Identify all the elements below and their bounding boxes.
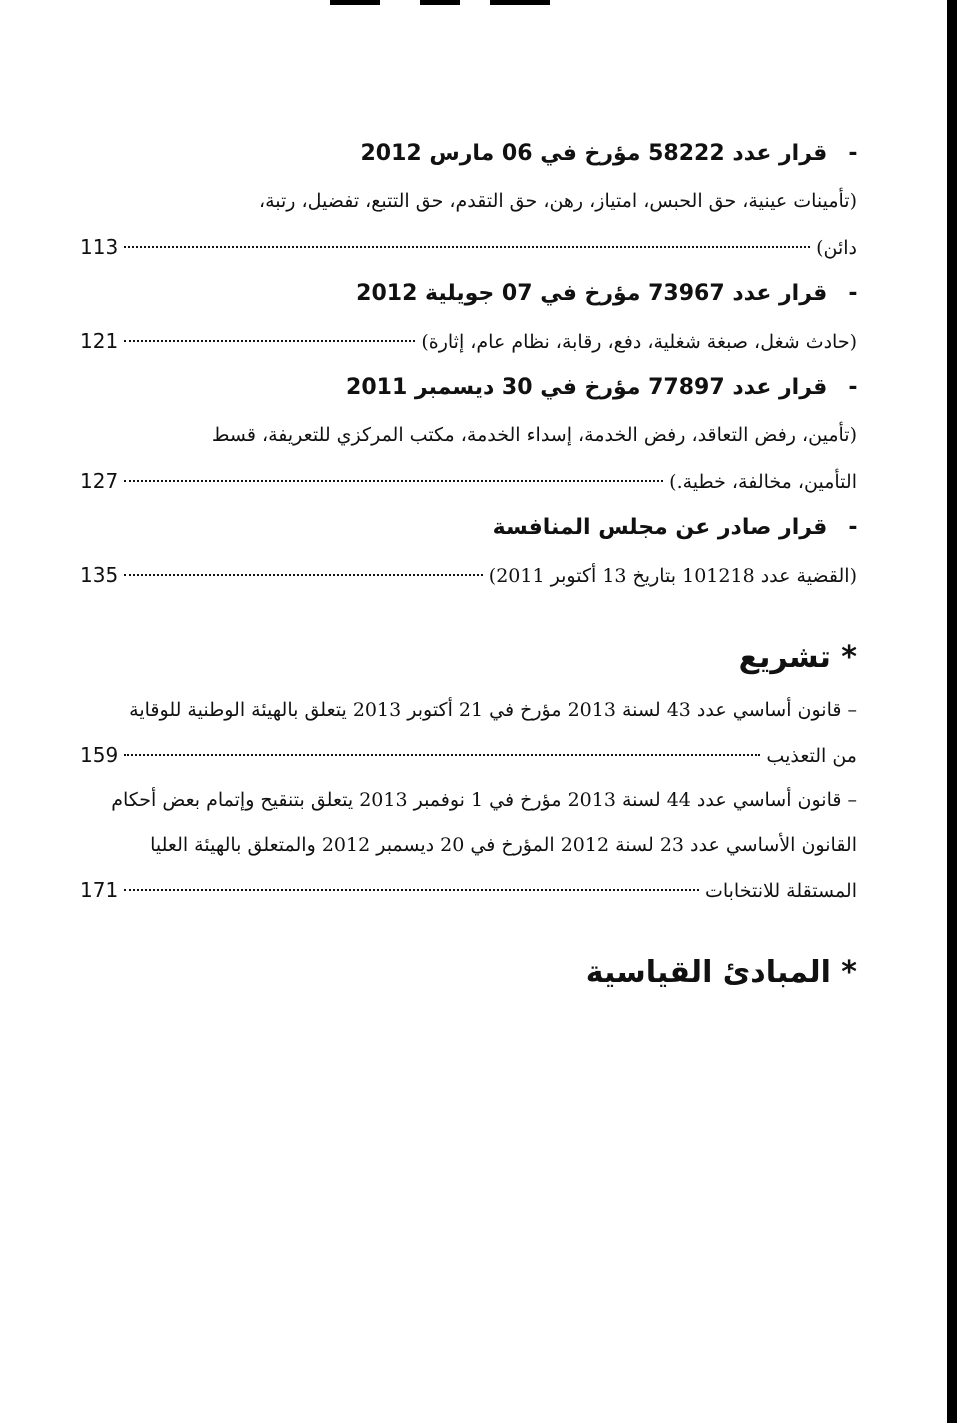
entry-text: – قانون أساسي عدد 44 لسنة 2013 مؤرخ في 1 نوفمبر 2013 يتعلق بتنقيح وإتمام بعض أحكام: [111, 789, 857, 811]
dot-leader: [124, 246, 810, 248]
page-number: 159: [80, 743, 119, 767]
bullet-dash: -: [848, 281, 858, 306]
entry-last-line: (القضية عدد 101218 بتاريخ 13 أكتوبر 2011) 135: [80, 552, 857, 598]
entry-last-line: دائن) 113: [80, 224, 857, 270]
bullet-dash: -: [848, 141, 858, 166]
entry-text: – قانون أساسي عدد 43 لسنة 2013 مؤرخ في 21 أكتوبر 2013 يتعلق بالهيئة الوطنية للوقاية: [129, 699, 857, 721]
entry-keywords: (تأمين، رفض التعاقد، رفض الخدمة، إسداء الخدمة، مكتب المركزي للتعريفة، قسط: [211, 424, 857, 446]
entry-title: - قرار عدد 73967 مؤرخ في 07 جويلية 2012: [80, 270, 839, 318]
scan-mark: [490, 0, 550, 5]
scan-mark: [330, 0, 380, 5]
scan-mark: [420, 0, 460, 5]
toc-entry: [80, 778, 857, 913]
entry-title: - قرار عدد 77897 مؤرخ في 30 ديسمبر 2011: [80, 364, 839, 412]
page-number: 113: [80, 235, 119, 259]
toc-entry: [80, 688, 857, 778]
entry-title: - قرار عدد 58222 مؤرخ في 06 مارس 2012: [80, 130, 839, 178]
dot-leader: [124, 889, 699, 891]
dot-leader: [124, 340, 415, 342]
entry-title: - قرار صادر عن مجلس المنافسة: [80, 504, 839, 552]
entry-last-line: التأمين، مخالفة، خطية.) 127: [80, 458, 857, 504]
page-edge-bar: [947, 0, 957, 1423]
page-number: 171: [80, 878, 119, 902]
page-number: 135: [80, 563, 119, 587]
page-number: 127: [80, 469, 119, 493]
entry-last-line: (حادث شغل، صبغة شغلية، دفع، رقابة، نظام عام، إثارة) 121: [80, 318, 857, 364]
dot-leader: [124, 754, 760, 756]
entry-last-line: المستقلة للانتخابات 171: [80, 868, 857, 913]
entry-last-line: من التعذيب 159: [80, 733, 857, 778]
toc-entry: [80, 504, 857, 598]
toc-entry: [80, 130, 857, 270]
section-heading-principles: * المبادئ القياسية: [585, 955, 857, 990]
dot-leader: [124, 574, 483, 576]
entry-text: القانون الأساسي عدد 23 لسنة 2012 المؤرخ في 20 ديسمبر 2012 والمتعلق بالهيئة العليا: [150, 834, 857, 856]
section-heading-legislation: * تشريع: [738, 640, 857, 675]
toc-content: [80, 130, 857, 1003]
toc-entry: [80, 364, 857, 504]
bullet-dash: -: [848, 515, 858, 540]
page-number: 121: [80, 329, 119, 353]
dot-leader: [124, 480, 663, 482]
toc-entry: [80, 270, 857, 364]
bullet-dash: -: [848, 375, 858, 400]
entry-keywords: (تأمينات عينية، حق الحبس، امتياز، رهن، حق التقدم، حق التتبع، تفضيل، رتبة،: [258, 190, 857, 212]
